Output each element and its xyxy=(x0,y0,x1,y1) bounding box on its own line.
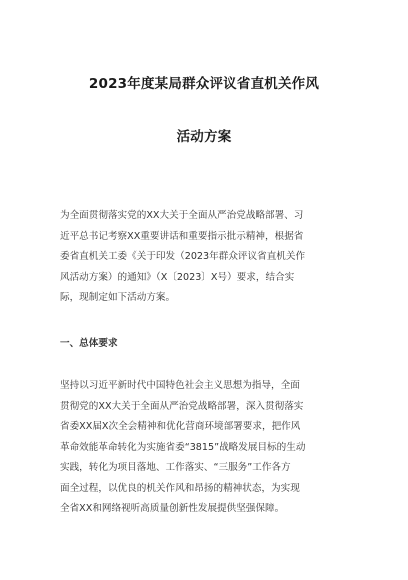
section1-line: 坚持以习近平新时代中国特色社会主义思想为指导，全面 xyxy=(60,380,300,391)
section1-line: 面全过程，以优良的机关作风和昂扬的精神状态，为实现 xyxy=(60,482,300,494)
intro-line: 风活动方案）的通知》（X〔2023〕X号）要求，结合实 xyxy=(60,271,295,283)
section1-paragraph xyxy=(60,376,356,520)
section1-line: 贯彻党的XX大关于全面从严治党战略部署，深入贯彻落实 xyxy=(60,400,304,412)
section1-line: 革命效能革命转化为实施省委“3815”战略发展目标的生动 xyxy=(60,441,306,453)
section1-line: 实践，转化为项目落地、工作落实、“三服务”工作各方 xyxy=(60,462,291,473)
intro-paragraph xyxy=(60,206,356,309)
intro-line: 近平总书记考察XX重要讲话和重要指示批示精神，根据省 xyxy=(60,230,304,242)
intro-line: 际，现制定如下活动方案。 xyxy=(60,292,176,303)
section-heading-general-requirements: 一、总体要求 xyxy=(60,338,118,349)
document-title-line2: 活动方案 xyxy=(176,129,232,145)
document-title: 2023年度某局群众评议省直机关作风 xyxy=(88,76,320,92)
intro-line: 委省直机关工委《关于印发（2023年群众评议省直机关作 xyxy=(60,251,306,262)
intro-line: 为全面贯彻落实党的XX大关于全面从严治党战略部署、习 xyxy=(60,210,304,221)
section1-line: 全省XX和网络视听高质量创新性发展提供坚强保障。 xyxy=(60,503,285,514)
section1-line: 省委XX届X次全会精神和优化营商环境部署要求，把作风 xyxy=(60,421,301,432)
